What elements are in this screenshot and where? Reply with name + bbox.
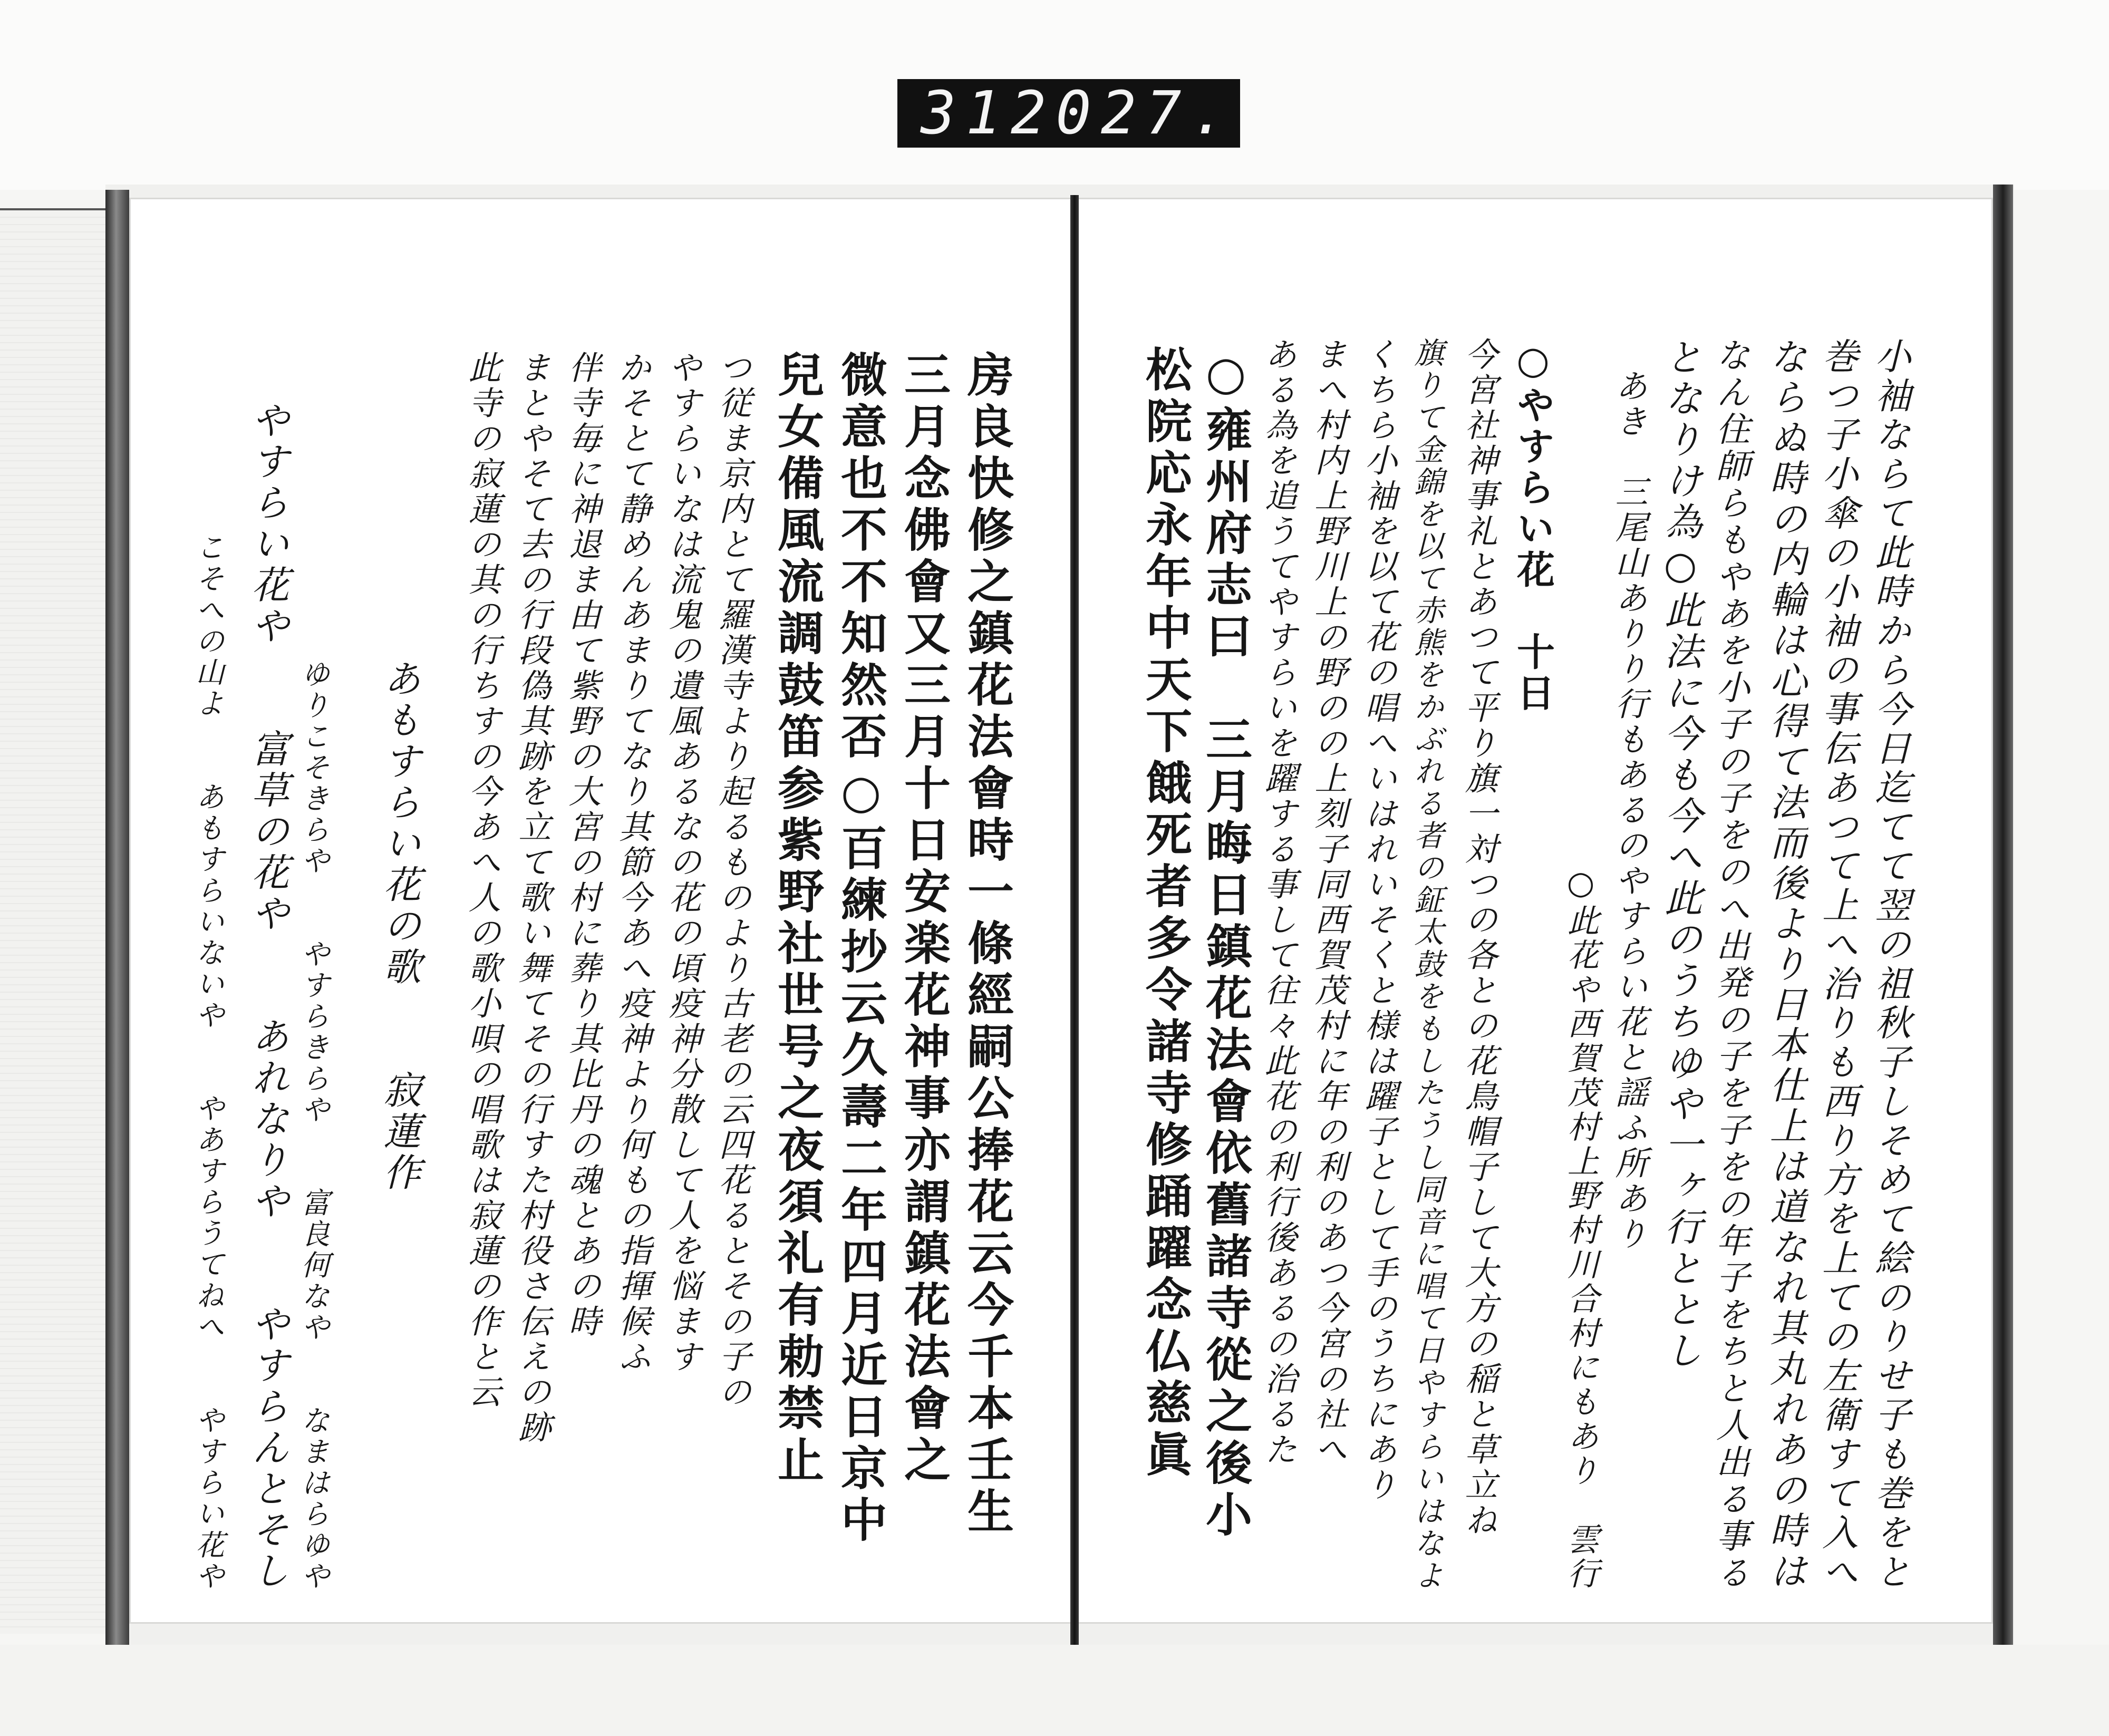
right-col-9: 今宮社神事礼とあつて平り旗一対つの各との花鳥帽子して大方の稲と草立ね xyxy=(1459,337,1498,1538)
left-printed-col-2: 三月念佛會又三月十日安楽花神事亦謂鎮花法會之 xyxy=(897,351,952,1487)
left-verse-3: こそへの山よ あもすらいないや やあすらうてねへ やすらい花や xyxy=(191,532,225,1592)
right-printed-col-2: 松院応永年中天下餓死者多令諸寺修踊躍念仏慈眞 xyxy=(1138,345,1193,1482)
right-col-1: 小袖ならて此時から今日迄てて翌の祖秋子しそめて絵のりせ子も巻をと xyxy=(1869,337,1911,1592)
left-script-col-5: まとやそて去の行段偽其跡を立て歌い舞てその行すた村役さ伝えの跡 xyxy=(513,351,552,1446)
right-heading-yasurai: ○やすらい花 十日 xyxy=(1511,337,1555,714)
book-gutter xyxy=(1070,195,1079,1645)
frame-counter-right: 027. xyxy=(1056,79,1236,148)
left-printed-col-4: 兒女備風流調鼓笛参紫野社世号之夜須礼有勅禁止 xyxy=(770,351,825,1487)
left-printed-col-1: 房良快修之鎮花法會時一條經嗣公捧花云今千本壬生 xyxy=(960,351,1015,1539)
left-verse-2: やすらい花や 富草の花や あれなりや やすらんとそし xyxy=(245,401,289,1592)
right-col-13: ある為を追うてやすらいを躍する事して往々此花の利行後あるの治るた xyxy=(1259,337,1298,1468)
left-verse-1: ゆりこそきらや やすらきらや 富良何なや なまはらゆや xyxy=(296,659,330,1592)
previous-page-edges xyxy=(0,208,107,1634)
book-spine-left xyxy=(105,190,129,1645)
right-col-4: なん住師らもやあを小子の子をのへ出発の子を子をの年子をちと人出る事る xyxy=(1710,337,1750,1592)
right-col-2: 巻つ子小傘の小袖の事伝あつて上へ治りも西り方を上ての左衛すて入へ xyxy=(1816,337,1858,1592)
right-col-3: ならぬ時の内輪は心得て法而後より日本仕上は道なれ其丸れあの時は xyxy=(1764,337,1807,1592)
left-script-col-1: つ従ま京内とて羅漢寺より起るものより古老の云四花るとその子の xyxy=(713,351,752,1410)
left-script-col-6: 此寺の寂蓮の其の行ちすの今あへ人の歌小唄の唱歌は寂蓮の作と云 xyxy=(463,351,501,1410)
right-col-5: となりけ為○此法に今も今へ此のうちゆや一ヶ行ととし xyxy=(1658,337,1702,1372)
frame-counter xyxy=(897,79,1240,148)
left-printed-col-3: 微意也不不知然否○百練抄云久壽二年四月近日京中 xyxy=(834,351,888,1547)
book-spine-right xyxy=(1993,185,2013,1645)
right-col-6: あき 三尾山ありり行もあるのやすらい花と謡ふ所あり xyxy=(1610,369,1648,1252)
left-script-col-4: 伴寺毎に神退ま由て紫野の大宮の村に葬り其比丹の魂とあの時 xyxy=(563,351,602,1340)
left-song-title: あもすらい花の歌 寂蓮作 xyxy=(377,659,421,1194)
right-printed-col-1: ○雍州府志曰 三月晦日鎮花法會依舊諸寺從之後小 xyxy=(1198,345,1253,1542)
right-col-11: くちら小袖を以て花の唱へいはれいそくと様は躍子として手のうちにあり xyxy=(1359,337,1398,1503)
right-col-7: ○此花や西賀茂村上野村川合村にもあり 雲行 xyxy=(1562,865,1599,1592)
frame-counter-left: 312 xyxy=(921,79,1056,148)
right-col-10: 旗りて金錦を以て赤熊をかぶれる者の鉦太鼓をもしたうし同音に唱て日やすらいはなよ xyxy=(1409,337,1444,1592)
right-col-12: まへ村内上野川上の野のの上刻子同西賀茂村に年の利のあつ今宮の社へ xyxy=(1309,337,1348,1468)
scan-background-bottom xyxy=(0,1645,2109,1736)
left-script-col-2: やすらいなは流鬼の遺風あるなの花の頃疫神分散して人を悩ます xyxy=(663,351,702,1375)
left-script-col-3: かそとて静めんあまりてなり其節今あへ疫神より何もの指揮候ふ xyxy=(613,351,652,1375)
